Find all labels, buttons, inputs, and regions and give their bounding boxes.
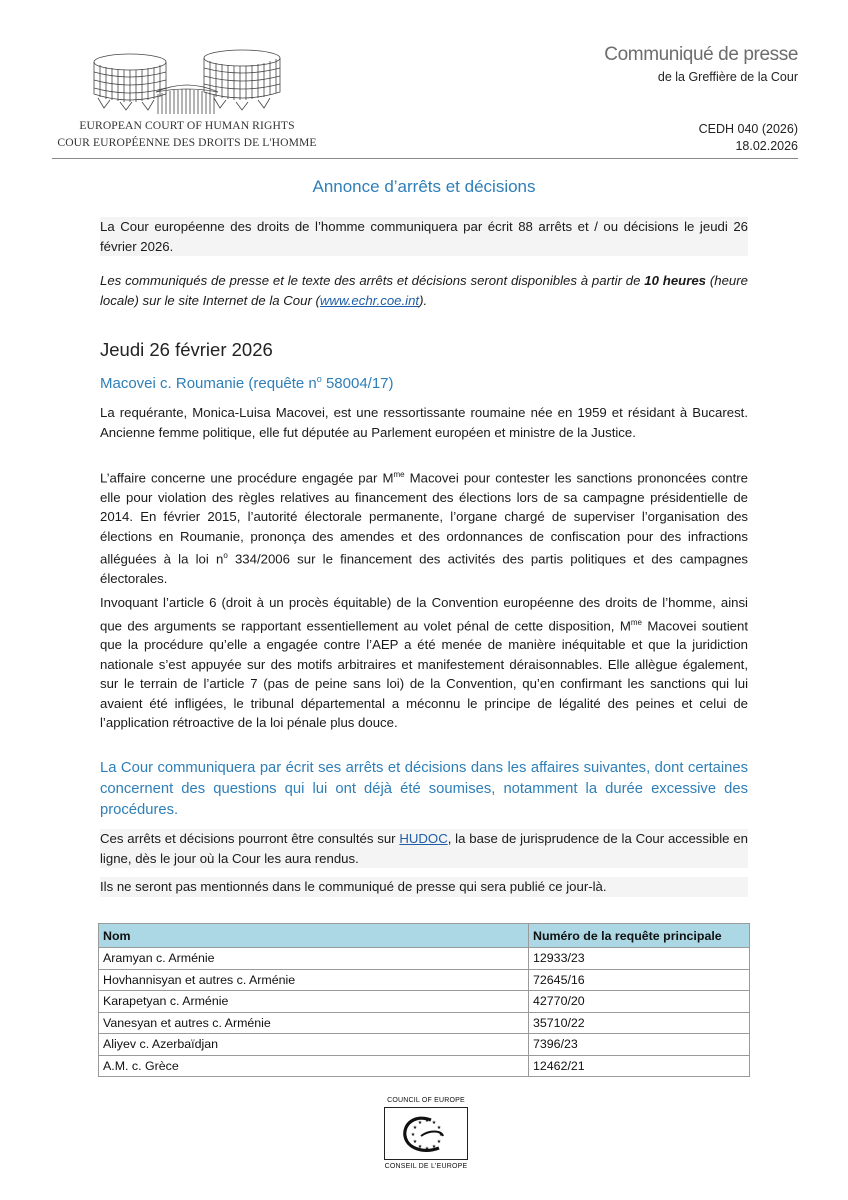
application-number: 42770/20 [529, 991, 750, 1013]
table-row [99, 969, 750, 991]
hudoc-text: Ces arrêts et décisions pourront être consultés sur [100, 831, 400, 846]
echr-logo [52, 40, 322, 152]
case-paragraph-applicant: La requérante, Monica-Luisa Macovei, est une ressortissante roumaine née en 1959 et résidant à Bucarest. Ancienne femme politique, elle fut députée au Parlement européen et ministre de la Justice. [100, 405, 748, 440]
availability-time: 10 heures [644, 273, 707, 288]
svg-text:★: ★ [431, 1120, 437, 1126]
facts-sup: me [393, 470, 405, 479]
availability-text: Les communiqués de presse et le texte des arrêts et décisions seront disponibles à partir de [100, 273, 645, 288]
column-header-application-number: Numéro de la requête principale [529, 924, 750, 948]
svg-text:★: ★ [436, 1125, 442, 1131]
case-name: Vanesyan et autres c. Arménie [99, 1012, 529, 1034]
hudoc-paragraph [100, 829, 748, 868]
page-header [0, 0, 848, 160]
svg-text:★: ★ [417, 1144, 423, 1150]
case-name: A.M. c. Grèce [99, 1055, 529, 1077]
application-number: 35710/22 [529, 1012, 750, 1034]
hudoc-link[interactable]: HUDOC [399, 831, 448, 846]
logo-text-en: EUROPEAN COURT OF HUMAN RIGHTS [79, 119, 295, 132]
case-heading-sup: o [316, 374, 322, 384]
written-judgments-intro: La Cour communiquera par écrit ses arrêts et décisions dans les affaires suivantes, dont certaines concernent des questions qui lui ont déjà été soumises, notamment la durée excessive des procédures. [100, 760, 748, 818]
reference-number: CEDH 040 (2026) [698, 122, 798, 136]
press-note-paragraph: Ils ne seront pas mentionnés dans le communiqué de presse qui sera publié ce jour-là. [100, 877, 748, 897]
reference-block [699, 121, 798, 155]
complaints-sup: me [630, 617, 642, 627]
availability-paragraph [100, 271, 748, 310]
press-release-subtitle: de la Greffière de la Cour [657, 70, 798, 84]
facts-text-c: 334/2006 sur le financement des activités des partis politiques et des campagnes électorales. [100, 551, 748, 587]
application-number: 12933/23 [529, 948, 750, 970]
case-name: Aramyan c. Arménie [99, 948, 529, 970]
complaints-text-a: Invoquant l’article 6 (droit à un procès équitable) de la Convention européenne des droits de l’homme, ainsi que des arguments se rapportant essentiellement au volet pénal de cette disposition, M [100, 595, 748, 633]
svg-text:★: ★ [436, 1139, 442, 1145]
echr-website-link[interactable]: www.echr.coe.int [319, 292, 420, 308]
table-row [99, 948, 750, 970]
facts-text-a: L’affaire concerne une procédure engagée par M [100, 470, 394, 486]
svg-text:★: ★ [417, 1120, 423, 1126]
svg-text:★: ★ [410, 1132, 416, 1138]
svg-text:★: ★ [424, 1118, 430, 1124]
table-row [99, 1012, 750, 1034]
svg-text:★: ★ [412, 1125, 418, 1131]
facts-sup-2: o [223, 551, 228, 561]
case-heading-number: 58004/17) [321, 375, 394, 392]
release-date: 18.02.2026 [735, 139, 798, 153]
cases-table [98, 923, 750, 1077]
logo-text-fr: COUR EUROPÉENNE DES DROITS DE L'HOMME [57, 136, 317, 149]
svg-text:★: ★ [412, 1139, 418, 1145]
case-name: Karapetyan c. Arménie [99, 991, 529, 1013]
facts-text-b: Macovei pour contester les sanctions prononcées contre elle pour violation des règles relatives au financement des élections lors de sa campagne présidentielle de 2014. En février 2015, l’autorité électorale permanente, l’organe chargé de superviser l’organisation des élections en Roumanie, prononça des amendes et des ordonnances de confiscation pour des infractions alléguées à la loi n [100, 470, 748, 567]
application-number: 12462/21 [529, 1055, 750, 1077]
table-row [99, 1055, 750, 1077]
hudoc-text-2: , la base de jurisprudence de la Cour accessible en ligne, dès le jour où la Cour les aura rendus. [100, 831, 748, 866]
council-of-europe-icon [385, 1108, 469, 1161]
application-number: 7396/23 [529, 1034, 750, 1056]
case-paragraph-facts [100, 465, 748, 589]
svg-text:★: ★ [431, 1144, 437, 1150]
header-divider [52, 158, 798, 159]
coe-text-en: COUNCIL OF EUROPE [387, 1097, 465, 1104]
column-header-name: Nom [99, 924, 529, 948]
case-paragraph-complaints [100, 593, 748, 733]
availability-text-3: ). [419, 292, 428, 308]
table-row [99, 991, 750, 1013]
table-row [99, 1034, 750, 1056]
case-name: Aliyev c. Azerbaïdjan [99, 1034, 529, 1056]
complaints-text-b: Macovei soutient que la procédure qu’elle a engagée contre l’AEP a été menée de manière inéquitable et que la juridiction nationale s’est appuyée sur des motifs arbitraires et manifestement déraisonnables. Elle allègue également, sur le terrain de l’article 7 (pas de peine sans loi) de la Convention, qu’en confirmant les sanctions qui lui avaient été infligées, le tribunal départemental a méconnu le principe de légalité des peines et celui de l’application rétroactive de la loi pénale plus douce. [100, 617, 748, 731]
case-heading-text: Macovei c. Roumanie (requête n [100, 375, 317, 392]
council-of-europe-logo [380, 1097, 472, 1171]
svg-text:★: ★ [424, 1146, 430, 1152]
coe-frame [384, 1107, 468, 1160]
svg-text:★: ★ [438, 1132, 444, 1138]
availability-text-2: (heure locale) sur le site Internet de la Cour ( [100, 273, 748, 308]
day-heading: Jeudi 26 février 2026 [100, 339, 273, 360]
press-release-title: Communiqué de presse [604, 44, 798, 65]
table-header-row [99, 924, 750, 948]
coe-text-fr: CONSEIL DE L'EUROPE [384, 1163, 468, 1170]
intro-paragraph: La Cour européenne des droits de l’homme communiquera par écrit 88 arrêts et / ou décisions le jeudi 26 février 2026. [100, 217, 748, 256]
case-heading [100, 374, 394, 392]
application-number: 72645/16 [529, 969, 750, 991]
page-title: Annonce d’arrêts et décisions [312, 177, 536, 196]
court-building-icon [90, 48, 284, 116]
case-name: Hovhannisyan et autres c. Arménie [99, 969, 529, 991]
